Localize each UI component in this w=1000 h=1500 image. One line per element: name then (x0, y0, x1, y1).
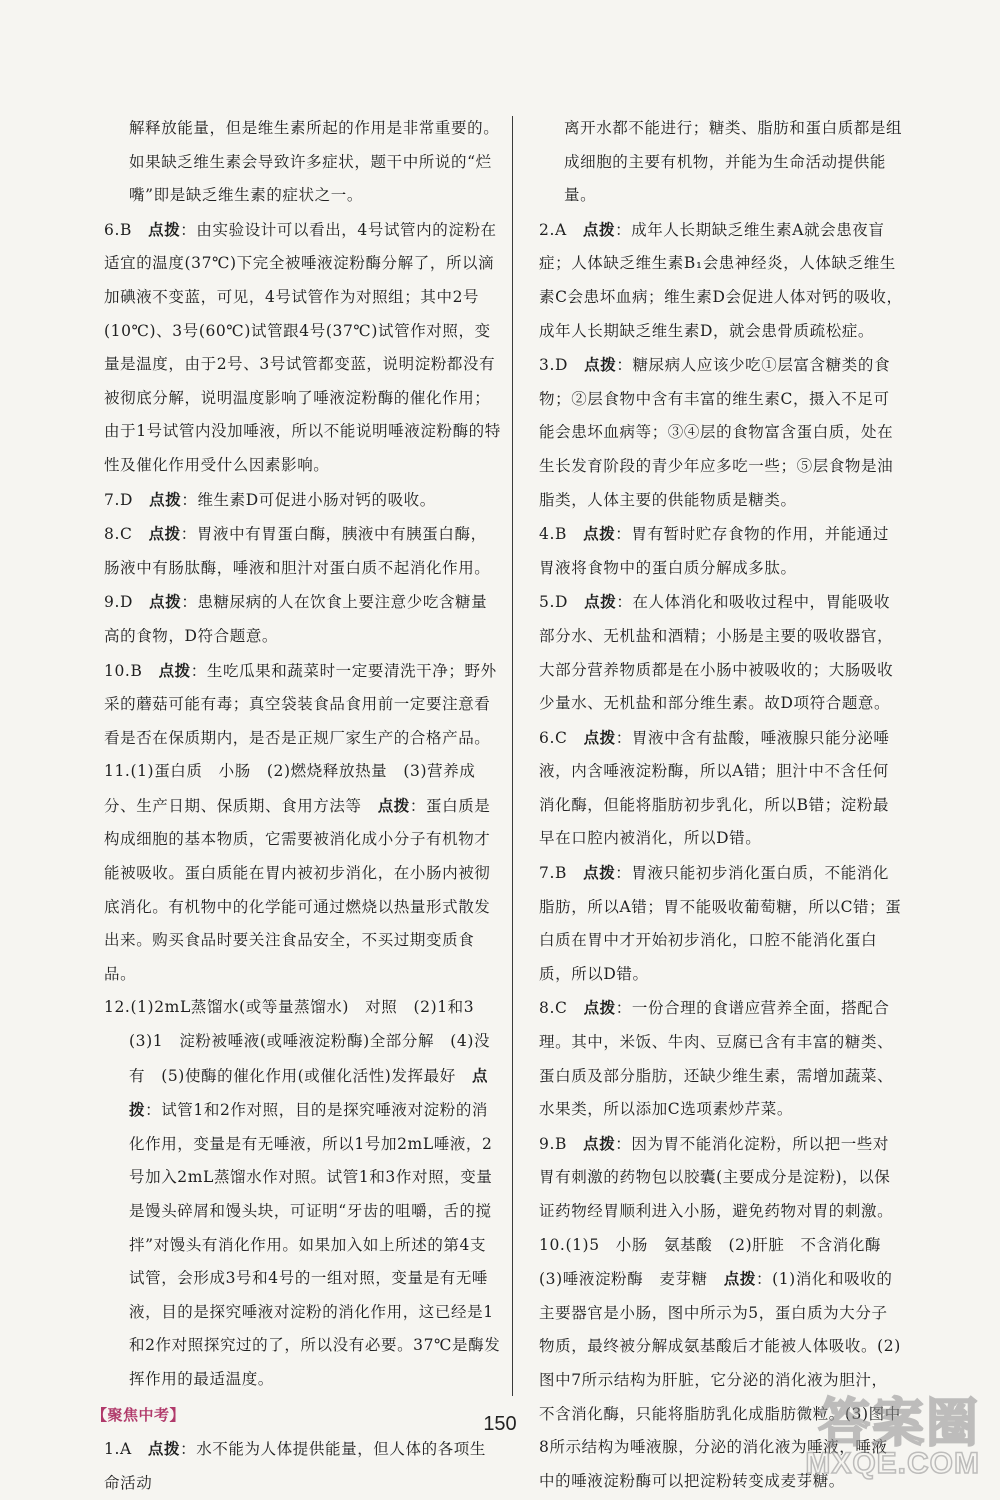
answer-text: ：糖尿病人应该少吃①层富含糖类的食物；②层食物中含有丰富的维生素C，摄入不足可能会患坏血病等；③④层的食物富含蛋白质，处在生长发育阶段的青少年应多吃一些；⑤层食物是油脂类，人体主要的供能物质是糖类。 (539, 356, 894, 509)
hint-keyword: 点拨 (583, 1133, 616, 1153)
answer-label: 12. (104, 998, 131, 1017)
answer-label: 2.A (539, 220, 567, 239)
answer-label: 7.D (104, 490, 134, 509)
answer-text: ：胃有暂时贮存食物的作用，并能通过胃液将食物中的蛋白质分解成多肽。 (539, 525, 889, 577)
answer-item-6 (539, 721, 903, 856)
answer-item-10 (104, 654, 502, 756)
right-column (539, 112, 903, 1498)
hint-keyword: 点拨 (149, 592, 182, 612)
answer-label: 7.B (539, 864, 567, 883)
column-divider (512, 116, 513, 1396)
hint-keyword: 点拨 (583, 727, 616, 747)
answer-item-12-body (104, 1025, 502, 1397)
answer-item-3 (539, 348, 903, 517)
watermark-logo (784, 1377, 980, 1487)
answer-values: (1)2mL蒸馏水(或等量蒸馏水) 对照 (2)1和3 (130, 998, 475, 1017)
answer-label: 11. (104, 762, 131, 781)
hint-keyword: 点拨 (377, 795, 410, 815)
section-title: 【聚焦中考】 (92, 1405, 186, 1424)
answer-label: 8.C (104, 525, 133, 544)
answer-label: 6.C (539, 728, 568, 747)
hint-keyword: 点拨 (148, 524, 181, 544)
watermark-text: 答案圈 (817, 1395, 980, 1453)
page-number: 150 (483, 1413, 517, 1435)
answer-label: 9.B (539, 1134, 567, 1153)
answer-text: ：水不能为人体提供能量，但人体的各项生命活动 (104, 1440, 487, 1492)
hint-keyword: 点拨 (723, 1269, 756, 1289)
answer-item-8 (539, 991, 903, 1126)
answer-item-11 (104, 755, 502, 991)
answer-item-1 (104, 1432, 502, 1500)
answer-text: ：胃液中含有盐酸，唾液腺只能分泌唾液，内含唾液淀粉酶，所以A错；胆汁中不含任何消化酶，但能将脂肪初步乳化，所以B错；淀粉最早在口腔内被消化，所以D错。 (539, 728, 890, 848)
hint-keyword: 点拨 (158, 660, 191, 680)
answer-text: ：(1)消化和吸收的主要器官是小肠，图中所示为5，蛋白质为大分子物质，最终被分解成氨基酸后才能被人体吸收。(2)图中7所示结构为肝脏，它分泌的消化液为胆汁，不含消化酶，只能将脂肪乳化成脂肪微粒。(3)图中8所示结构为唾液腺，分泌的消化液为唾液，唾液中的唾液淀粉酶可以把淀粉转变成麦芽糖。 (539, 1270, 901, 1490)
answer-text: ：蛋白质是构成细胞的基本物质，它需要被消化成小分子有机物才能被吸收。蛋白质能在胃内被初步消化，在小肠内被彻底消化。有机物中的化学能可通过燃烧以热量形式散发出来。购买食品时要关注食品安全，不买过期变质食品。 (104, 796, 491, 983)
hint-keyword: 点拨 (147, 1439, 181, 1459)
answer-label: 10. (539, 1235, 566, 1254)
hint-keyword: 点拨 (583, 863, 616, 883)
answer-text: ：成年人长期缺乏维生素A就会患夜盲症；人体缺乏维生素B₁会患神经炎，人体缺乏维生素C会患坏血病；维生素D会促进人体对钙的吸收，成年人长期缺乏维生素D，就会患骨质疏松症。 (539, 220, 903, 340)
answer-values: (1)蛋白质 小肠 (2)燃烧释放热量 (3)营养成分、生产日期、保质期、食用方法等 (104, 762, 476, 815)
hint-keyword: 点拨 (582, 219, 616, 239)
answer-text: ：胃液中有胃蛋白酶，胰液中有胰蛋白酶，肠液中有肠肽酶，唾液和胆汁对蛋白质不起消化作用。 (104, 525, 491, 577)
answer-label: 5.D (539, 593, 569, 612)
hint-keyword: 点拨 (583, 998, 616, 1018)
answer-item-9 (104, 585, 502, 653)
answer-continuation: 离开水都不能进行；糖类、脂肪和蛋白质都是组成细胞的主要有机物，并能为生命活动提供能量。 (564, 119, 903, 205)
hint-keyword: 点拨 (584, 592, 617, 612)
hint-keyword: 点拨 (583, 524, 616, 544)
answer-values: (3)1 淀粉被唾液(或唾液淀粉酶)全部分解 (4)没有 (5)使酶的催化作用(或催化活性)发挥最好 (129, 1032, 491, 1085)
answer-item-12 (104, 991, 502, 1025)
answer-text: ：试管1和2作对照，目的是探究唾液对淀粉的消化作用，变量是有无唾液，所以1号加2mL唾液，2号加入2mL蒸馏水作对照。试管1和3作对照，变量是馒头碎屑和馒头块，可证明“牙齿的咀嚼，舌的搅拌”对馒头有消化作用。如果加入如上所述的第4支试管，会形成3号和4号的一组对照，变量是有无唾液，目的是探究唾液对淀粉的消化作用，这已经是1和2作对照探究过的了，所以没有必要。37℃是酶发挥作用的最适温度。 (129, 1101, 501, 1388)
hint-keyword: 点拨 (149, 489, 182, 509)
answer-item-6 (104, 213, 502, 483)
answer-label: 6.B (104, 220, 132, 239)
answer-label: 4.B (539, 525, 567, 544)
answer-text: ：患糖尿病的人在饮食上要注意少吃含糖量高的食物，D符合题意。 (104, 593, 488, 645)
watermark-url: MXQE.COM (805, 1447, 980, 1480)
answer-item-7 (104, 483, 502, 518)
answer-label: 10.B (104, 661, 143, 680)
answer-text: ：在人体消化和吸收过程中，胃能吸收部分水、无机盐和酒精；小肠是主要的吸收器官，大部分营养物质都是在小肠中被吸收的；大肠吸收少量水、无机盐和部分维生素。故D项符合题意。 (539, 593, 894, 713)
answer-text: ：由实验设计可以看出，4号试管内的淀粉在适宜的温度(37℃)下完全被唾液淀粉酶分解了，所以滴加碘液不变蓝，可见，4号试管作为对照组；其中2号(10℃)、3号(60℃)试管跟4号(37℃)试管作对照，变量是温度，由于2号、3号试管都变蓝，说明淀粉都没有被彻底分解，说明温度影响了唾液淀粉酶的催化作用；由于1号试管内没加唾液，所以不能说明唾液淀粉酶的特性及催化作用受什么因素影响。 (104, 220, 501, 474)
answer-item-9 (539, 1127, 903, 1229)
answer-item-7 (539, 856, 903, 991)
answer-label: 1.A (104, 1440, 132, 1459)
answer-text: ：维生素D可促进小肠对钙的吸收。 (181, 490, 436, 509)
hint-keyword: 点拨 (129, 1065, 489, 1120)
answer-values: (1)5 小肠 氨基酸 (2)肝脏 不含消化酶 (3)唾液淀粉酶 麦芽糖 (539, 1235, 898, 1289)
answer-text: ：因为胃不能消化淀粉，所以把一些对胃有刺激的药物包以胶囊(主要成分是淀粉)，以保证药物经胃顺利进入小肠，避免药物对胃的刺激。 (539, 1134, 894, 1220)
hint-keyword: 点拨 (584, 355, 617, 375)
answer-text: ：胃液只能初步消化蛋白质，不能消化脂肪，所以A错；胃不能吸收葡萄糖，所以C错；蛋白质在胃中才开始初步消化，口腔不能消化蛋白质，所以D错。 (539, 864, 902, 983)
answer-text: ：生吃瓜果和蔬菜时一定要清洗干净；野外采的蘑菇可能有毒；真空袋装食品食用前一定要注意看看是否在保质期内，是否是正规厂家生产的合格产品。 (104, 661, 497, 747)
answer-label: 3.D (539, 356, 569, 375)
answer-item-8 (104, 517, 502, 585)
answer-item-4 (539, 517, 903, 585)
answer-label: 9.D (104, 593, 134, 612)
answer-label: 8.C (539, 999, 568, 1018)
answer-continuation: 解释放能量，但是维生素所起的作用是非常重要的。如果缺乏维生素会导致许多症状，题干中所说的“烂嘴”即是缺乏维生素的症状之一。 (129, 119, 500, 205)
hint-keyword: 点拨 (148, 219, 181, 239)
answer-text: ：一份合理的食谱应营养全面，搭配合理。其中，米饭、牛肉、豆腐已含有丰富的糖类、蛋白质及部分脂肪，还缺少维生素，需增加蔬菜、水果类，所以添加C选项素炒芹菜。 (539, 999, 894, 1119)
left-column (92, 112, 502, 1500)
answer-item-5 (539, 585, 903, 720)
answer-item-2 (539, 213, 903, 348)
